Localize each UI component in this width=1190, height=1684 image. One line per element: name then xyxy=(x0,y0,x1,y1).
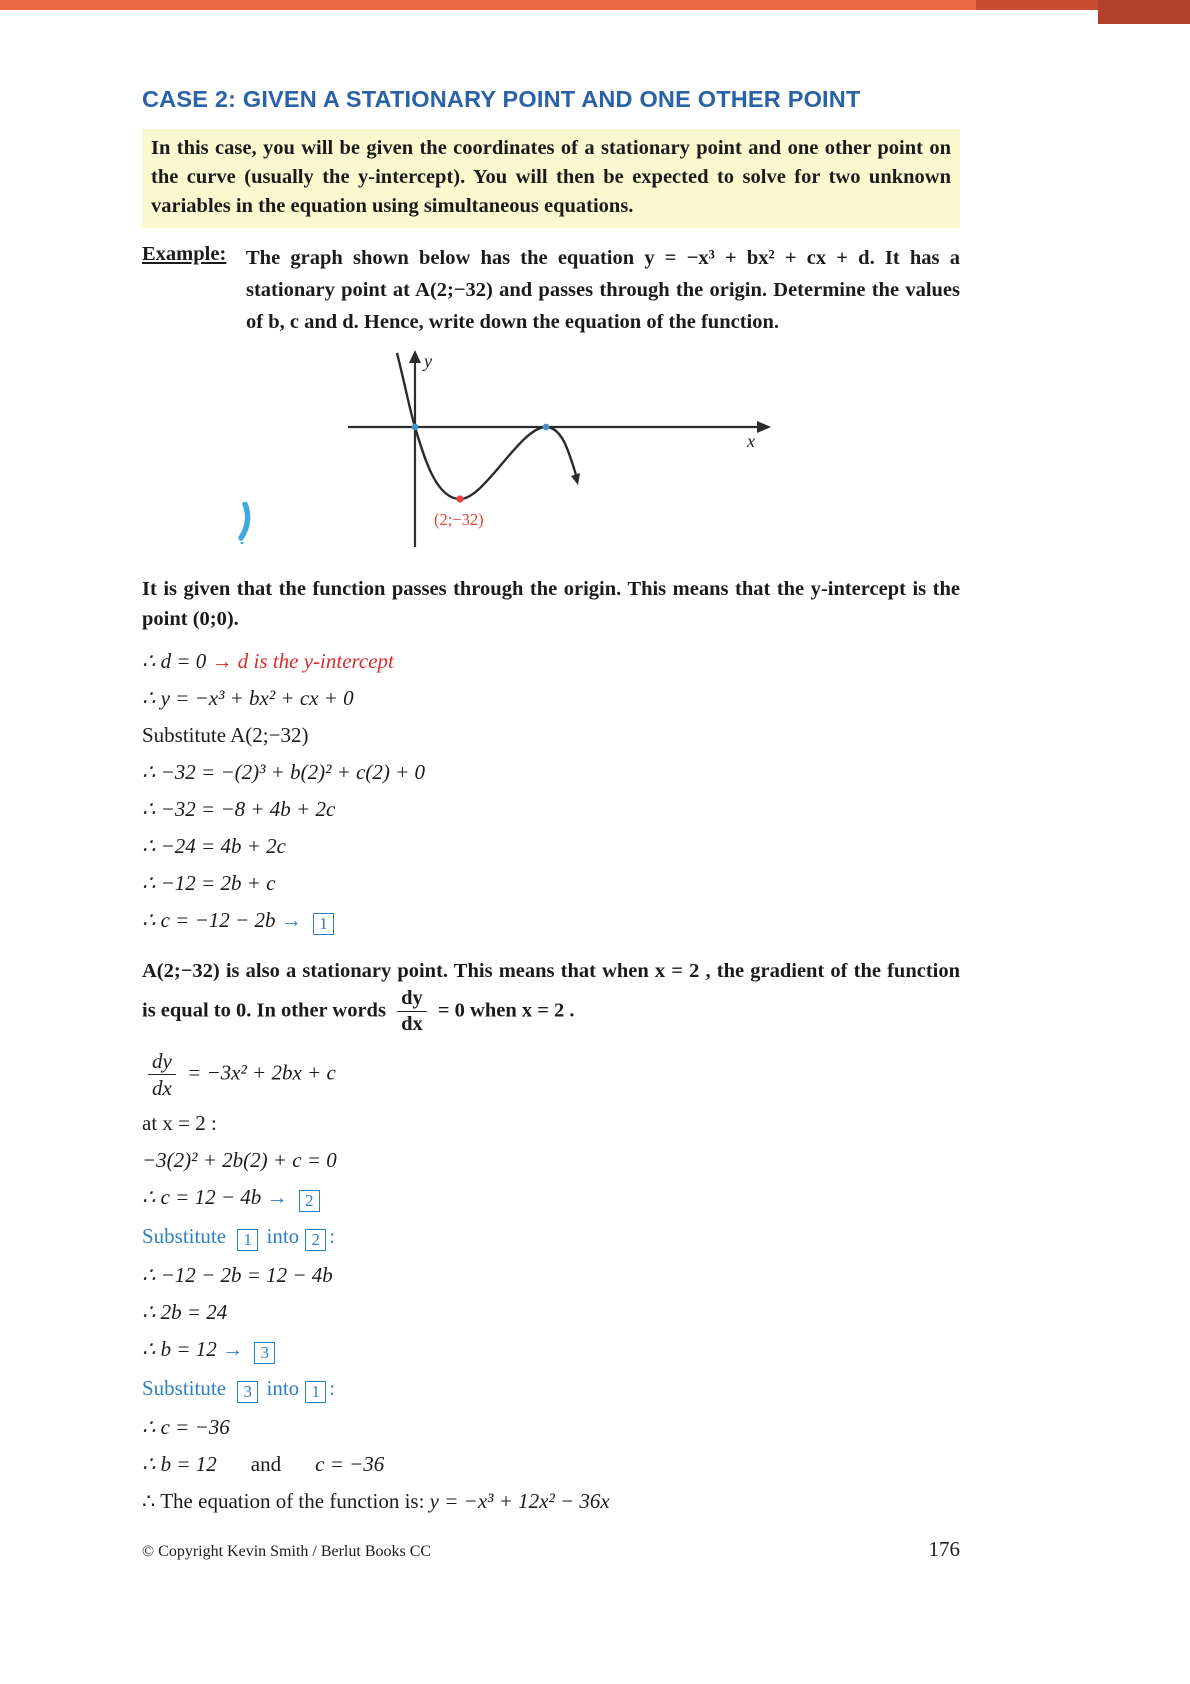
page-top-color-bar xyxy=(0,0,1190,12)
topbar-corner-block xyxy=(1098,0,1190,24)
eq-ref-2: 2 xyxy=(305,1229,326,1251)
explanation-text: A(2;−32) is also a stationary point. This means that when x = 2 , the gradient of the function is equal to 0. In other words xyxy=(142,960,960,1022)
substitute-text: : xyxy=(329,1376,336,1401)
step-text: ∴ c = 12 − 4b xyxy=(142,1185,262,1210)
page-content xyxy=(142,86,960,1526)
y-axis-arrow-icon xyxy=(409,350,421,363)
step-simplify-1: ∴ −32 = −8 + 4b + 2c xyxy=(142,797,336,822)
eq-ref-3: 3 xyxy=(237,1381,258,1403)
substitute-1-into-2 xyxy=(142,1224,960,1251)
x-intercept-dot xyxy=(543,423,550,430)
step-at-x-2: at x = 2 : xyxy=(142,1111,217,1136)
step-substituted-values: ∴ −32 = −(2)³ + b(2)² + c(2) + 0 xyxy=(142,760,426,785)
dy-dx-fraction xyxy=(397,988,427,1036)
arrow-icon: → xyxy=(222,1337,244,1362)
copyright-text: © Copyright Kevin Smith / Berlut Books CC xyxy=(142,1543,432,1560)
example-label: Example: xyxy=(142,243,227,266)
example-text: The graph shown below has the equation y = −x³ + bx² + cx + d. It has a stationary point at A(2;−32) and passes through the origin. Determine the values of b, c and d. Hence, write down the equation of the function. xyxy=(246,247,960,333)
dy-dx-fraction xyxy=(148,1050,176,1099)
substitute-text: into xyxy=(266,1376,300,1401)
stationary-point-explanation xyxy=(142,955,960,1036)
substitute-text: Substitute xyxy=(142,1224,227,1249)
eq-ref-2: 2 xyxy=(299,1190,320,1212)
step-simplify-3: ∴ −12 = 2b + c xyxy=(142,871,276,896)
step-substitute-A: Substitute A(2;−32) xyxy=(142,723,309,748)
step-equation-2 xyxy=(142,1185,960,1212)
x-axis-arrow-icon xyxy=(757,421,771,433)
step-final-values xyxy=(142,1452,960,1477)
step-text: ∴ c = −12 − 2b xyxy=(142,908,276,933)
step-text: = −3x² + 2bx + c xyxy=(187,1060,336,1085)
step-equation-1 xyxy=(142,908,960,935)
given-paragraph: It is given that the function passes through the origin. This means that the y-intercept is the point (0;0). xyxy=(142,577,960,631)
explanation-text: = 0 when x = 2 . xyxy=(437,999,575,1022)
stationary-point-dot xyxy=(456,495,463,502)
and-text: and xyxy=(250,1452,282,1477)
step-equation-3 xyxy=(142,1337,960,1364)
step-text: ∴ b = 12 xyxy=(142,1337,217,1362)
blue-ink-mark xyxy=(236,502,254,549)
substitute-3-into-1 xyxy=(142,1376,960,1403)
fraction-denominator: dx xyxy=(152,1076,172,1100)
step-equation-with-d-zero: ∴ y = −x³ + bx² + cx + 0 xyxy=(142,686,354,711)
step-derivative xyxy=(142,1050,960,1099)
topbar-orange-segment xyxy=(0,0,976,10)
origin-dot xyxy=(412,423,419,430)
step-simplify-2: ∴ −24 = 4b + 2c xyxy=(142,834,286,859)
step-c-result: ∴ c = −36 xyxy=(142,1415,230,1440)
final-equation-text: ∴ The equation of the function is: xyxy=(142,1489,430,1514)
substitute-text: Substitute xyxy=(142,1376,227,1401)
page-footer xyxy=(142,1537,960,1562)
b-value: ∴ b = 12 xyxy=(142,1452,217,1477)
step-2b-24: ∴ 2b = 24 xyxy=(142,1300,228,1325)
step-text-red: → d is the y-intercept xyxy=(211,649,394,674)
x-axis-label: x xyxy=(747,430,755,451)
fraction-denominator: dx xyxy=(401,1013,423,1036)
intro-highlight: In this case, you will be given the coordinates of a stationary point and one other point on the curve (usually the y-intercept). You will then be expected to solve for two unknown variables in the equation using simultaneous equations. xyxy=(142,129,960,228)
page-number: 176 xyxy=(928,1537,960,1561)
cubic-function-graph xyxy=(340,349,800,557)
final-equation-math: y = −x³ + 12x² − 36x xyxy=(429,1489,610,1514)
y-axis-label: y xyxy=(424,350,432,371)
eq-ref-1: 1 xyxy=(313,913,334,935)
eq-ref-1: 1 xyxy=(305,1381,326,1403)
graph-container xyxy=(340,349,960,562)
curve-arrow-icon xyxy=(571,473,580,485)
eq-ref-1: 1 xyxy=(237,1229,258,1251)
stationary-point-label: (2;−32) xyxy=(434,509,484,529)
final-equation-line xyxy=(142,1489,960,1514)
c-value: c = −36 xyxy=(315,1452,385,1477)
arrow-icon: → xyxy=(266,1185,288,1210)
example-block xyxy=(142,243,960,338)
fraction-numerator: dy xyxy=(397,988,427,1013)
substitute-text: : xyxy=(329,1224,336,1249)
step-text: ∴ d = 0 xyxy=(142,649,212,674)
step-derivative-substituted: −3(2)² + 2b(2) + c = 0 xyxy=(142,1148,337,1173)
case-heading: CASE 2: GIVEN A STATIONARY POINT AND ONE OTHER POINT xyxy=(142,86,861,112)
step-combine-equations: ∴ −12 − 2b = 12 − 4b xyxy=(142,1263,333,1288)
step-d-equals-zero xyxy=(142,649,960,674)
fraction-numerator: dy xyxy=(148,1050,176,1075)
arrow-icon: → xyxy=(280,908,302,933)
eq-ref-3: 3 xyxy=(254,1342,275,1364)
substitute-text: into xyxy=(266,1224,300,1249)
